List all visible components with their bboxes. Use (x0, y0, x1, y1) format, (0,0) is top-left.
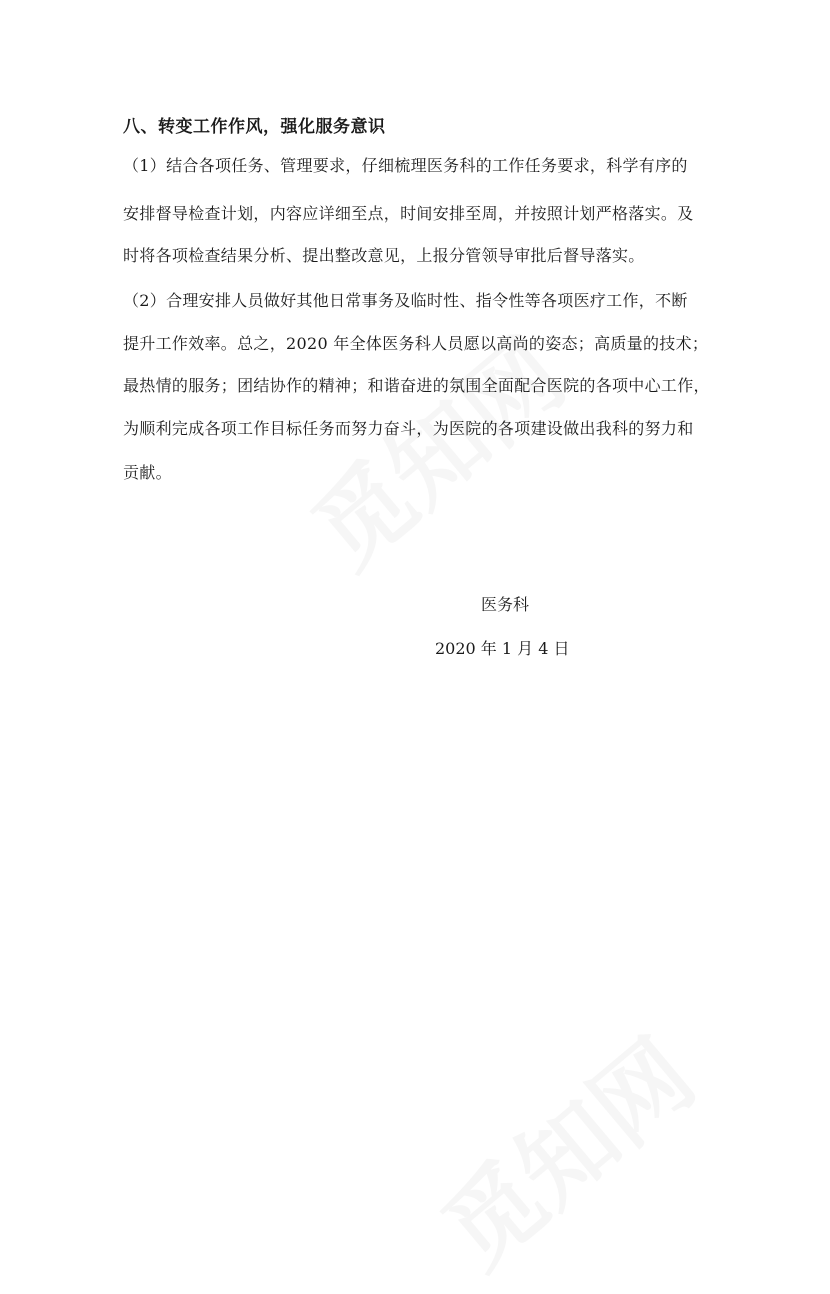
paragraph-1-line-3: 时将各项检查结果分析、提出整改意见，上报分管领导审批后督导落实。 (123, 246, 645, 265)
paragraph-2-line-3: 最热情的服务；团结协作的精神；和谐奋进的氛围全面配合医院的各项中心工作， (123, 376, 710, 395)
paragraph-1-line-2: 安排督导检查计划，内容应详细至点，时间安排至周，并按照计划严格落实。及 (123, 204, 694, 223)
paragraph-2-line-4: 为顺利完成各项工作目标任务而努力奋斗，为医院的各项建设做出我科的努力和 (123, 419, 694, 438)
section-heading: 八、转变工作作风，强化服务意识 (123, 117, 386, 137)
watermark-bottom (410, 1003, 719, 1293)
paragraph-1-line-1: （1）结合各项任务、管理要求，仔细梳理医务科的工作任务要求，科学有序的 (123, 156, 688, 175)
paragraph-2-line-2: 提升工作效率。总之，2020 年全体医务科人员愿以高尚的姿态；高质量的技术； (123, 334, 709, 353)
signature-date: 2020 年 1 月 4 日 (435, 639, 570, 658)
paragraph-2-line-1: （2）合理安排人员做好其他日常事务及临时性、指令性等各项医疗工作，不断 (123, 291, 688, 310)
paragraph-2-line-5: 贡献。 (123, 463, 172, 482)
signature-department: 医务科 (481, 595, 530, 614)
